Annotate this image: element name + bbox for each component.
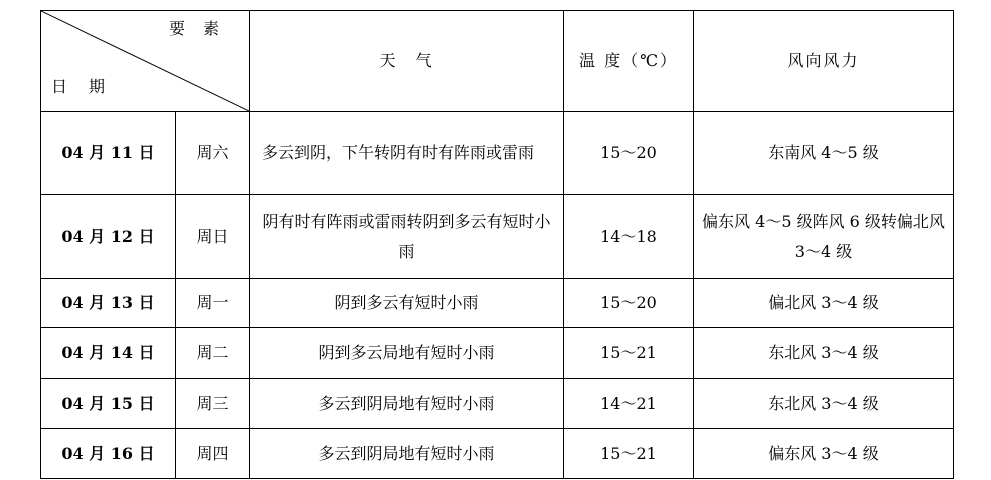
weather-cell: 多云到阴，下午转阴有时有阵雨或雷雨 [250,112,564,195]
date-cell: 04 月 16 日 [41,429,176,479]
weather-cell: 阴有时有阵雨或雷雨转阴到多云有短时小雨 [250,195,564,279]
temperature-cell: 15～20 [564,279,694,328]
wind-cell: 东南风 4～5 级 [694,112,954,195]
wind-cell: 偏东风 3～4 级 [694,429,954,479]
wind-cell: 偏北风 3～4 级 [694,279,954,328]
wind-cell: 东北风 3～4 级 [694,328,954,379]
weather-header: 天 气 [250,11,564,112]
wind-cell: 东北风 3～4 级 [694,379,954,429]
date-cell: 04 月 13 日 [41,279,176,328]
weekday-cell: 周三 [176,379,250,429]
weather-cell: 多云到阴局地有短时小雨 [250,429,564,479]
temperature-cell: 14～21 [564,379,694,429]
weather-cell: 阴到多云有短时小雨 [250,279,564,328]
temperature-header: 温 度（℃） [564,11,694,112]
table-row [41,328,954,379]
weekday-cell: 周一 [176,279,250,328]
date-cell: 04 月 11 日 [41,112,176,195]
date-cell: 04 月 12 日 [41,195,176,279]
table-row [41,429,954,479]
wind-cell: 偏东风 4～5 级阵风 6 级转偏北风 3～4 级 [694,195,954,279]
table-row [41,279,954,328]
temperature-cell: 15～21 [564,429,694,479]
wind-header: 风向风力 [694,11,954,112]
weather-cell: 多云到阴局地有短时小雨 [250,379,564,429]
corner-label-date: 日期 [51,77,128,96]
weekday-cell: 周四 [176,429,250,479]
table-row [41,112,954,195]
table-row [41,195,954,279]
temperature-cell: 14～18 [564,195,694,279]
weekday-cell: 周六 [176,112,250,195]
date-cell: 04 月 15 日 [41,379,176,429]
weekday-cell: 周日 [176,195,250,279]
date-cell: 04 月 14 日 [41,328,176,379]
forecast-table [40,10,954,479]
diagonal-header-cell [41,11,250,112]
corner-label-elements: 要素 [168,19,237,38]
temperature-cell: 15～21 [564,328,694,379]
table-row [41,379,954,429]
temperature-cell: 15～20 [564,112,694,195]
header-row [41,11,954,112]
weekday-cell: 周二 [176,328,250,379]
weather-cell: 阴到多云局地有短时小雨 [250,328,564,379]
